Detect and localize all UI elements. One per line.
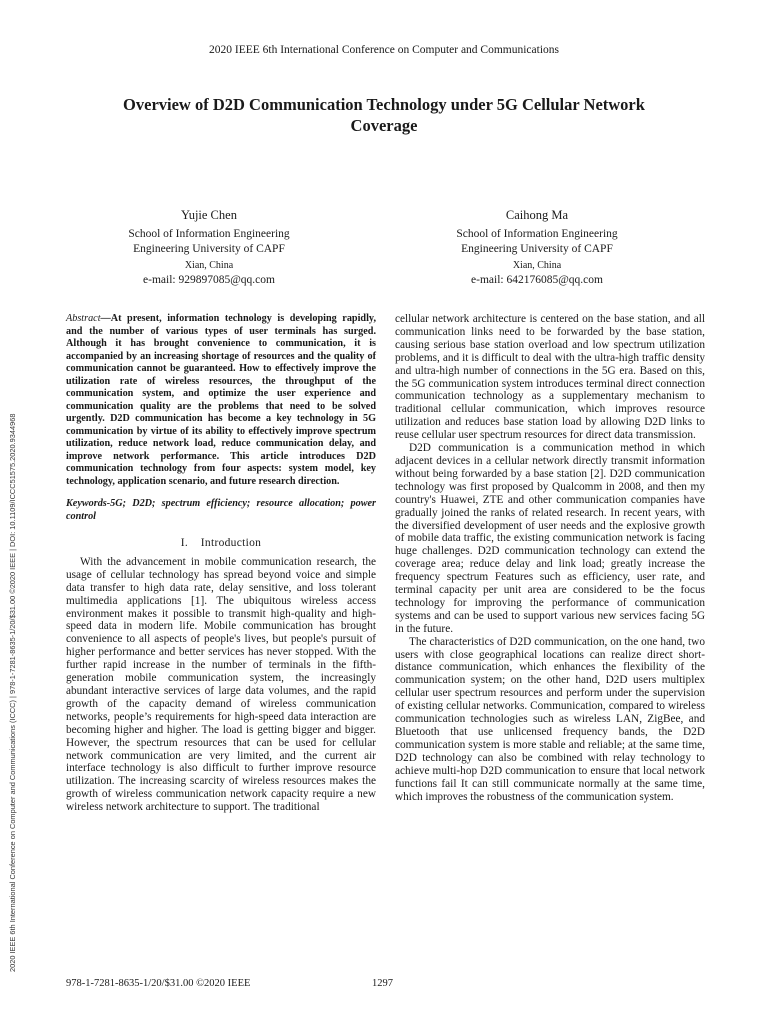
keywords [66, 498, 376, 523]
keywords-text: 5G; D2D; spectrum efficiency; resource allocation; power control [66, 498, 376, 522]
abstract-dash: — [100, 313, 111, 324]
paper-title-line-1: Overview of D2D Communication Technology under 5G Cellular Network [123, 95, 645, 114]
author-city: Xian, China [184, 259, 234, 271]
body-paragraph: cellular network architecture is centered on the base station, and all communication links need to be forwarded by the base station, causing serious base station overload and low spectrum utilization problems, and it is difficult to deal with the ultra-high traffic density and ultra-high number of connections in the 5G era. Based on this, the 5G communication system introduces terminal direct connection communication technology as a supplementary mechanism to traditional cellular communication, which improves resource utilization and reduces base station load by allowing D2D links to reuse cellular user spectrum resources for direct data transmission. [395, 313, 705, 442]
footer-isbn: 978-1-7281-8635-1/20/$31.00 ©2020 IEEE [66, 978, 251, 989]
author-email: e-mail: 929897085@qq.com [143, 274, 275, 286]
section-heading [66, 537, 376, 550]
keywords-label: Keywords- [66, 498, 111, 509]
author-university: Engineering University of CAPF [133, 243, 285, 255]
author-university: Engineering University of CAPF [461, 243, 613, 255]
body-paragraph: The characteristics of D2D communication, on the one hand, two users with close geographical locations can realize direct short-distance communication, which enhances the flexibility of the communication system; on the other hand, D2D users multiplex cellular user spectrum resources and perform under the supervision of existing cellular networks. Communication, compared to wireless communication technologies such as wireless LAN, ZigBee, and Bluetooth that use unlicensed frequency bands, the D2D communication system is more stable and reliable; at the same time, D2D technology can also be combined with relay technology to achieve multi-hop D2D communication to ensure that local network functions fail It can still communicate normally at the same time, which improves the robustness of the communication system. [395, 635, 705, 803]
doi-sidebar: 2020 IEEE 6th International Conference on Computer and Communications (ICCC) | 978-1-7281-8635-1/20/$31.00 ©2020 IEEE | DOI: 10.1109/ICCC51575.2020.9344968 [8, 413, 17, 972]
author-department: School of Information Engineering [128, 227, 290, 240]
author-block-1 [59, 208, 359, 289]
abstract-text: At present, information technology is developing rapidly, and the number of various types of user terminals has surged. Although it has brought convenience to communication, it is accompanied by an increasing shortage of resources and the quality of communication cannot be guaranteed. How to effectively improve the utilization rate of wireless resources, the throughput of the communication system, and optimize the user experience and communication quality are the problems that need to be solved urgently. D2D communication has become a key technology in 5G communication by virtue of its ability to effectively improve spectrum utilization, reduce network load, reduce communication delay, and improve network performance. This article introduces D2D communication technology from four aspects: system model, key technology, application scenario, and future research direction. [66, 313, 376, 487]
author-block-2 [387, 208, 687, 289]
section-title: Introduction [200, 537, 262, 549]
paper-title [70, 94, 698, 136]
abstract [66, 313, 376, 488]
author-name: Yujie Chen [181, 208, 237, 222]
author-name: Caihong Ma [505, 208, 569, 222]
abstract-label: Abstract [66, 313, 101, 324]
right-column [395, 313, 705, 803]
page-number: 1297 [372, 978, 393, 989]
body-paragraph: With the advancement in mobile communication research, the usage of cellular technology has spread beyond voice and simple data transfer to high data rate, delay sensitive, and loss tolerant multimedia applications [1]. The ubiquitous wireless access environment makes it possible to transmit high-quality and high-speed data in modern life. Mobile communication has brought convenience to all aspects of people's lives, but people's pursuit of higher performance and better services has never stopped. With the further rapid increase in the number of terminals in the fifth-generation mobile communication system, the increasingly abundant interactive services of large data volumes, and the rapid growth of the capacity demand of wireless communication networks, people’s requirements for high-speed data interaction are becoming higher and higher. The load is getting bigger and bigger. However, the spectrum resources that can be used for cellular network communication are very limited, and the current air interface technology is also difficult to further improve resource utilization. The increasing scarcity of wireless resources makes the growth of wireless communication network capacity require a new wireless network architecture to support. The traditional [66, 555, 376, 814]
paper-title-line-2: Coverage [350, 116, 418, 135]
author-city: Xian, China [512, 259, 562, 271]
body-paragraph: D2D communication is a communication method in which adjacent devices in a cellular network directly transmit information without being forwarded by a base station [2]. D2D communication technology was first proposed by Qualcomm in 2008, and then my country's Huawei, ZTE and other communication companies have gradually joined the ranks of related research. In recent years, with the diversified development of user needs and the explosive growth of mobile data traffic, the existing communication network is facing huge challenges. D2D communication technology can extend the coverage area; reduce delay and link load; greatly increase the frequency spectrum Features such as efficiency, user rate, and terminal capacity per unit area are considered to be the focus technology for improving the performance of communication systems and can be used to support various new services facing 5G in the future. [395, 442, 705, 635]
conference-header: 2020 IEEE 6th International Conference on Computer and Communications [208, 44, 560, 56]
section-number: I. [180, 537, 189, 549]
author-email: e-mail: 642176085@qq.com [471, 274, 603, 286]
author-department: School of Information Engineering [456, 227, 618, 240]
left-column [66, 313, 376, 814]
